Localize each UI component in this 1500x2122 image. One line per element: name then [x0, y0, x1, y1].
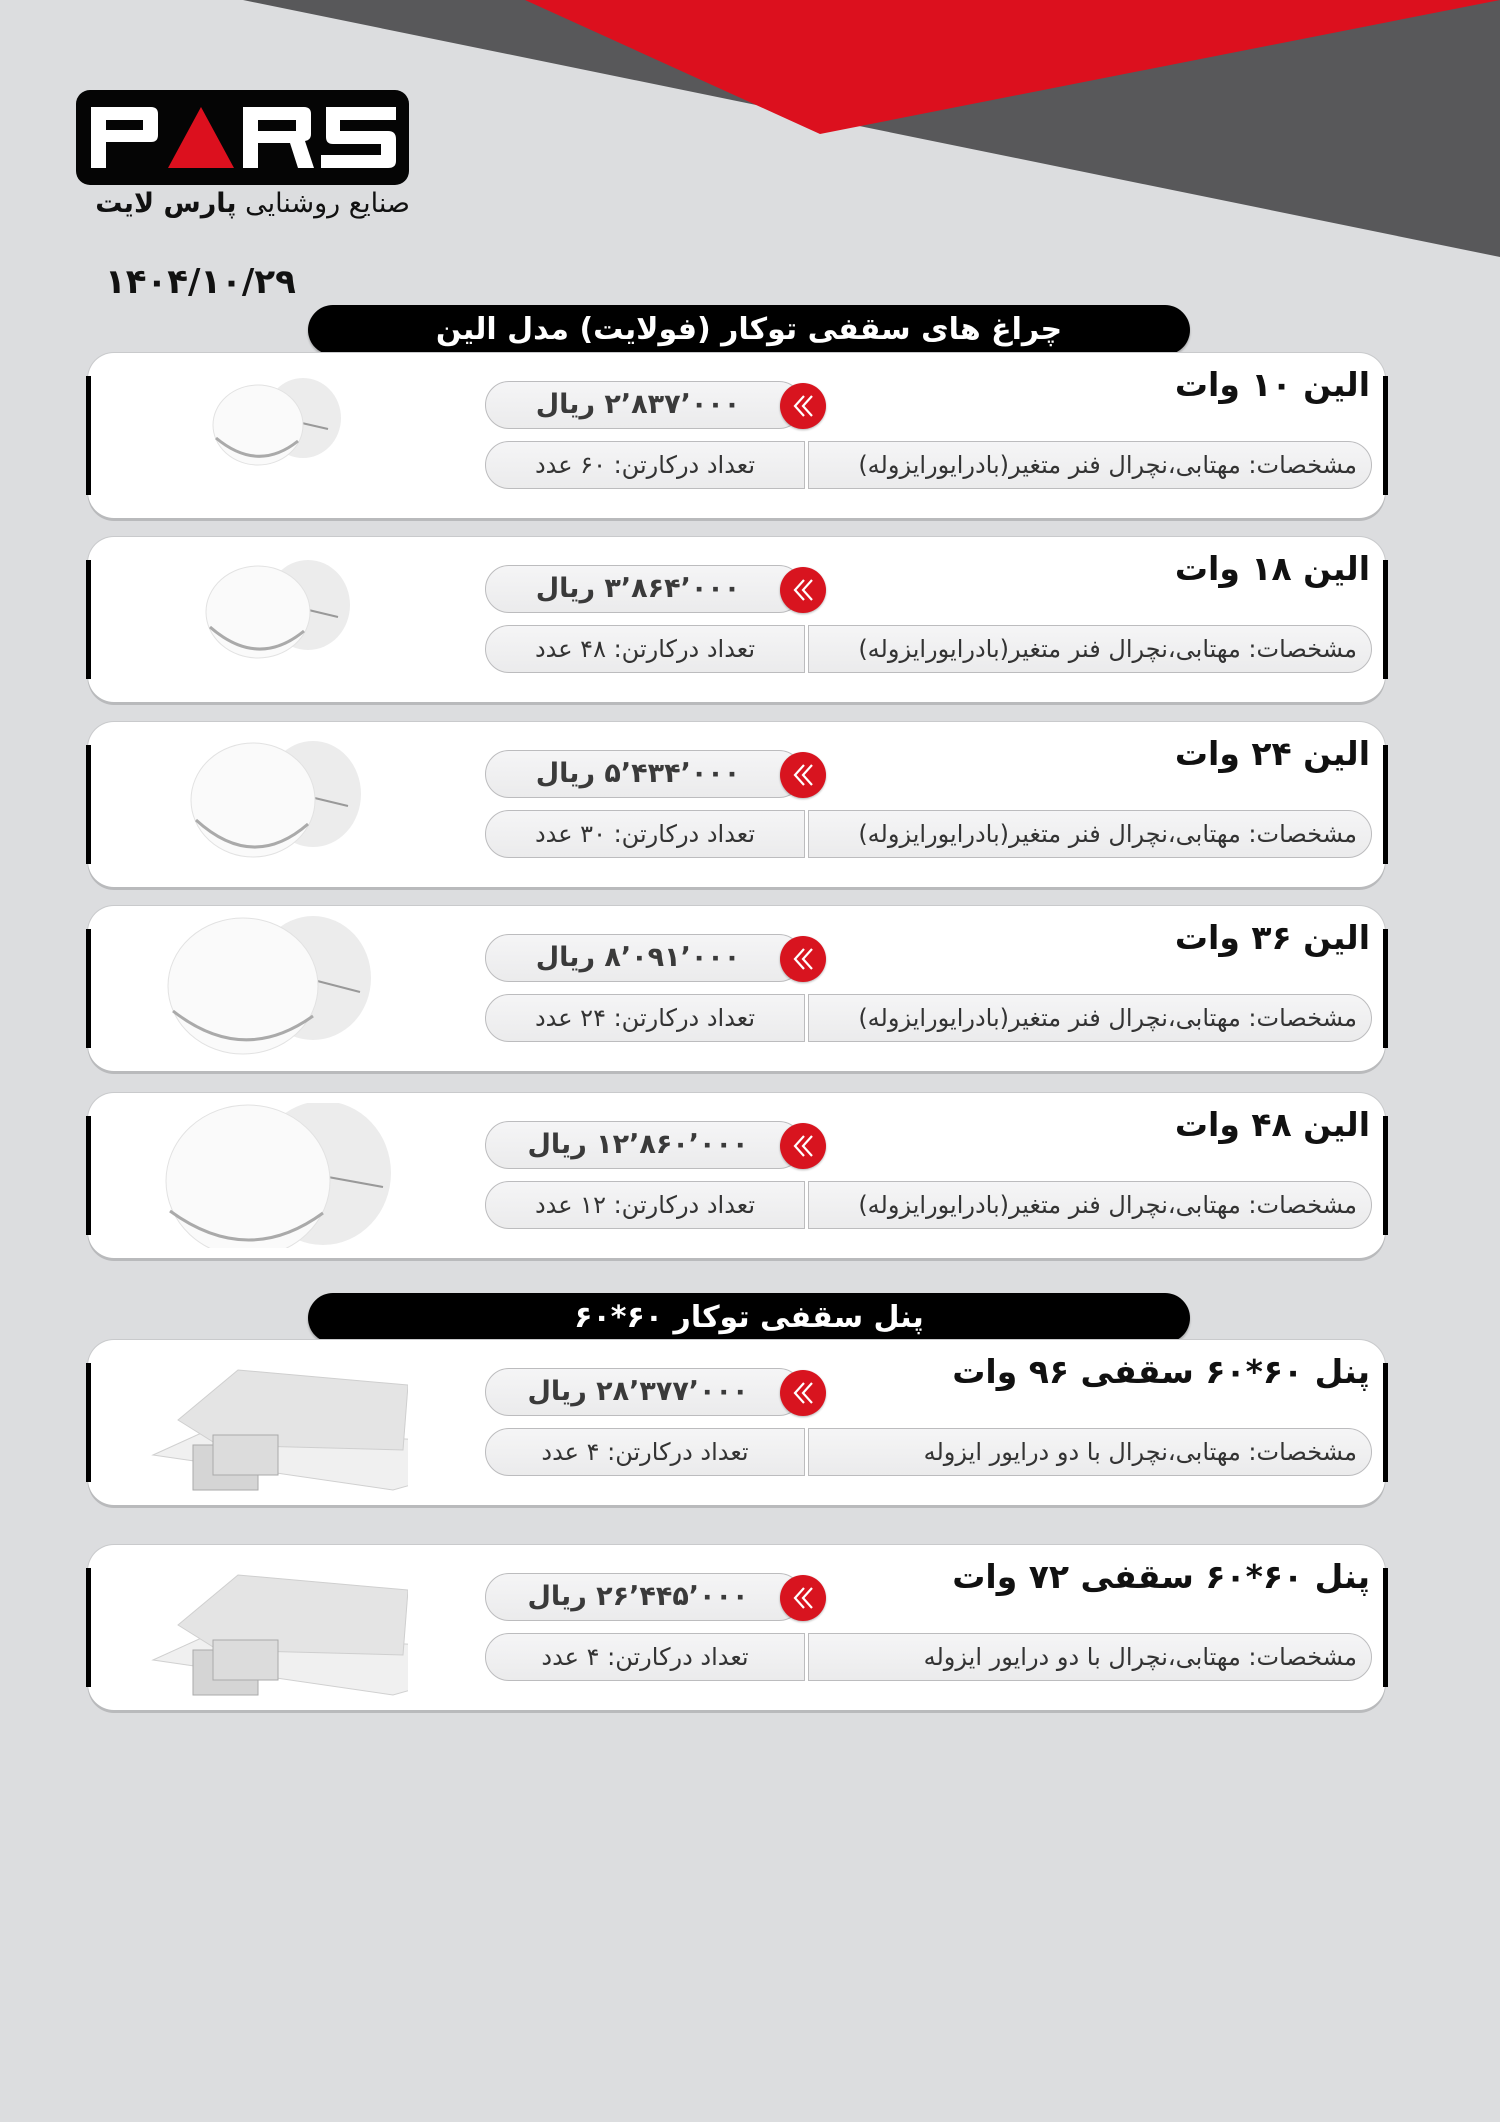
double-chevron-left-icon [780, 1575, 826, 1621]
product-spec: مشخصات: مهتابی،نچرال فنر متغیر(بادرایورایزوله) [808, 625, 1372, 673]
round-downlight-icon [128, 1103, 408, 1248]
product-card [88, 1093, 1385, 1258]
product-price: ۵٬۴۳۴٬۰۰۰ ریال [485, 750, 803, 798]
double-chevron-left-icon [780, 1123, 826, 1169]
brand-subtitle-name: پارس لایت [95, 188, 237, 219]
card-right-accent [1383, 376, 1388, 495]
double-chevron-left-icon [780, 936, 826, 982]
product-name: الین ۲۴ وات [1174, 734, 1370, 773]
double-chevron-left-icon [780, 567, 826, 613]
round-downlight-icon [128, 363, 408, 508]
section-title-downlights: چراغ های سقفی توکار (فولایت) مدل الین [308, 305, 1190, 355]
product-spec: مشخصات: مهتابی،نچرال فنر متغیر(بادرایورایزوله) [808, 441, 1372, 489]
product-name: الین ۱۰ وات [1174, 365, 1370, 404]
double-chevron-left-icon [780, 383, 826, 429]
square-panel-icon [128, 1350, 408, 1495]
product-price: ۲٬۸۳۷٬۰۰۰ ریال [485, 381, 803, 429]
carton-quantity: تعداد درکارتن: ۳۰ عدد [485, 810, 805, 858]
product-name: الین ۴۸ وات [1174, 1105, 1370, 1144]
card-left-accent [86, 1568, 91, 1687]
carton-quantity: تعداد درکارتن: ۴ عدد [485, 1428, 805, 1476]
round-downlight-icon [128, 547, 408, 692]
card-right-accent [1383, 1116, 1388, 1235]
card-left-accent [86, 1116, 91, 1235]
product-price: ۲۸٬۳۷۷٬۰۰۰ ریال [485, 1368, 803, 1416]
product-spec: مشخصات: مهتابی،نچرال فنر متغیر(بادرایورایزوله) [808, 1181, 1372, 1229]
product-spec: مشخصات: مهتابی،نچرال با دو درایور ایزوله [808, 1428, 1372, 1476]
section-title-panels: پنل سقفی توکار ۶۰*۶۰ [308, 1293, 1190, 1343]
product-spec: مشخصات: مهتابی،نچرال فنر متغیر(بادرایورایزوله) [808, 810, 1372, 858]
product-card [88, 722, 1385, 887]
card-right-accent [1383, 745, 1388, 864]
price-list-date: ۱۴۰۴/۱۰/۲۹ [105, 262, 296, 302]
card-right-accent [1383, 1568, 1388, 1687]
round-downlight-icon [128, 916, 408, 1061]
round-downlight-icon [128, 732, 408, 877]
product-spec: مشخصات: مهتابی،نچرال فنر متغیر(بادرایورایزوله) [808, 994, 1372, 1042]
card-left-accent [86, 929, 91, 1048]
double-chevron-left-icon [780, 752, 826, 798]
product-price: ۱۲٬۸۶۰٬۰۰۰ ریال [485, 1121, 803, 1169]
product-card [88, 1545, 1385, 1710]
card-right-accent [1383, 1363, 1388, 1482]
card-right-accent [1383, 929, 1388, 1048]
carton-quantity: تعداد درکارتن: ۱۲ عدد [485, 1181, 805, 1229]
pars-logo [76, 90, 409, 185]
product-price: ۳٬۸۶۴٬۰۰۰ ریال [485, 565, 803, 613]
product-card [88, 537, 1385, 702]
product-card [88, 1340, 1385, 1505]
brand-subtitle-prefix: صنایع روشنایی [245, 188, 410, 219]
product-name: پنل ۶۰*۶۰ سقفی ۹۶ وات [952, 1352, 1370, 1391]
card-left-accent [86, 1363, 91, 1482]
product-name: الین ۱۸ وات [1174, 549, 1370, 588]
carton-quantity: تعداد درکارتن: ۶۰ عدد [485, 441, 805, 489]
carton-quantity: تعداد درکارتن: ۲۴ عدد [485, 994, 805, 1042]
product-price: ۸٬۰۹۱٬۰۰۰ ریال [485, 934, 803, 982]
product-spec: مشخصات: مهتابی،نچرال با دو درایور ایزوله [808, 1633, 1372, 1681]
square-panel-icon [128, 1555, 408, 1700]
carton-quantity: تعداد درکارتن: ۴ عدد [485, 1633, 805, 1681]
card-right-accent [1383, 560, 1388, 679]
carton-quantity: تعداد درکارتن: ۴۸ عدد [485, 625, 805, 673]
brand-subtitle [70, 188, 410, 219]
card-left-accent [86, 745, 91, 864]
product-price: ۲۶٬۴۴۵٬۰۰۰ ریال [485, 1573, 803, 1621]
double-chevron-left-icon [780, 1370, 826, 1416]
product-name: الین ۳۶ وات [1174, 918, 1370, 957]
product-card [88, 906, 1385, 1071]
pars-logo-icon [76, 90, 409, 185]
card-left-accent [86, 560, 91, 679]
product-card [88, 353, 1385, 518]
product-name: پنل ۶۰*۶۰ سقفی ۷۲ وات [952, 1557, 1370, 1596]
card-left-accent [86, 376, 91, 495]
